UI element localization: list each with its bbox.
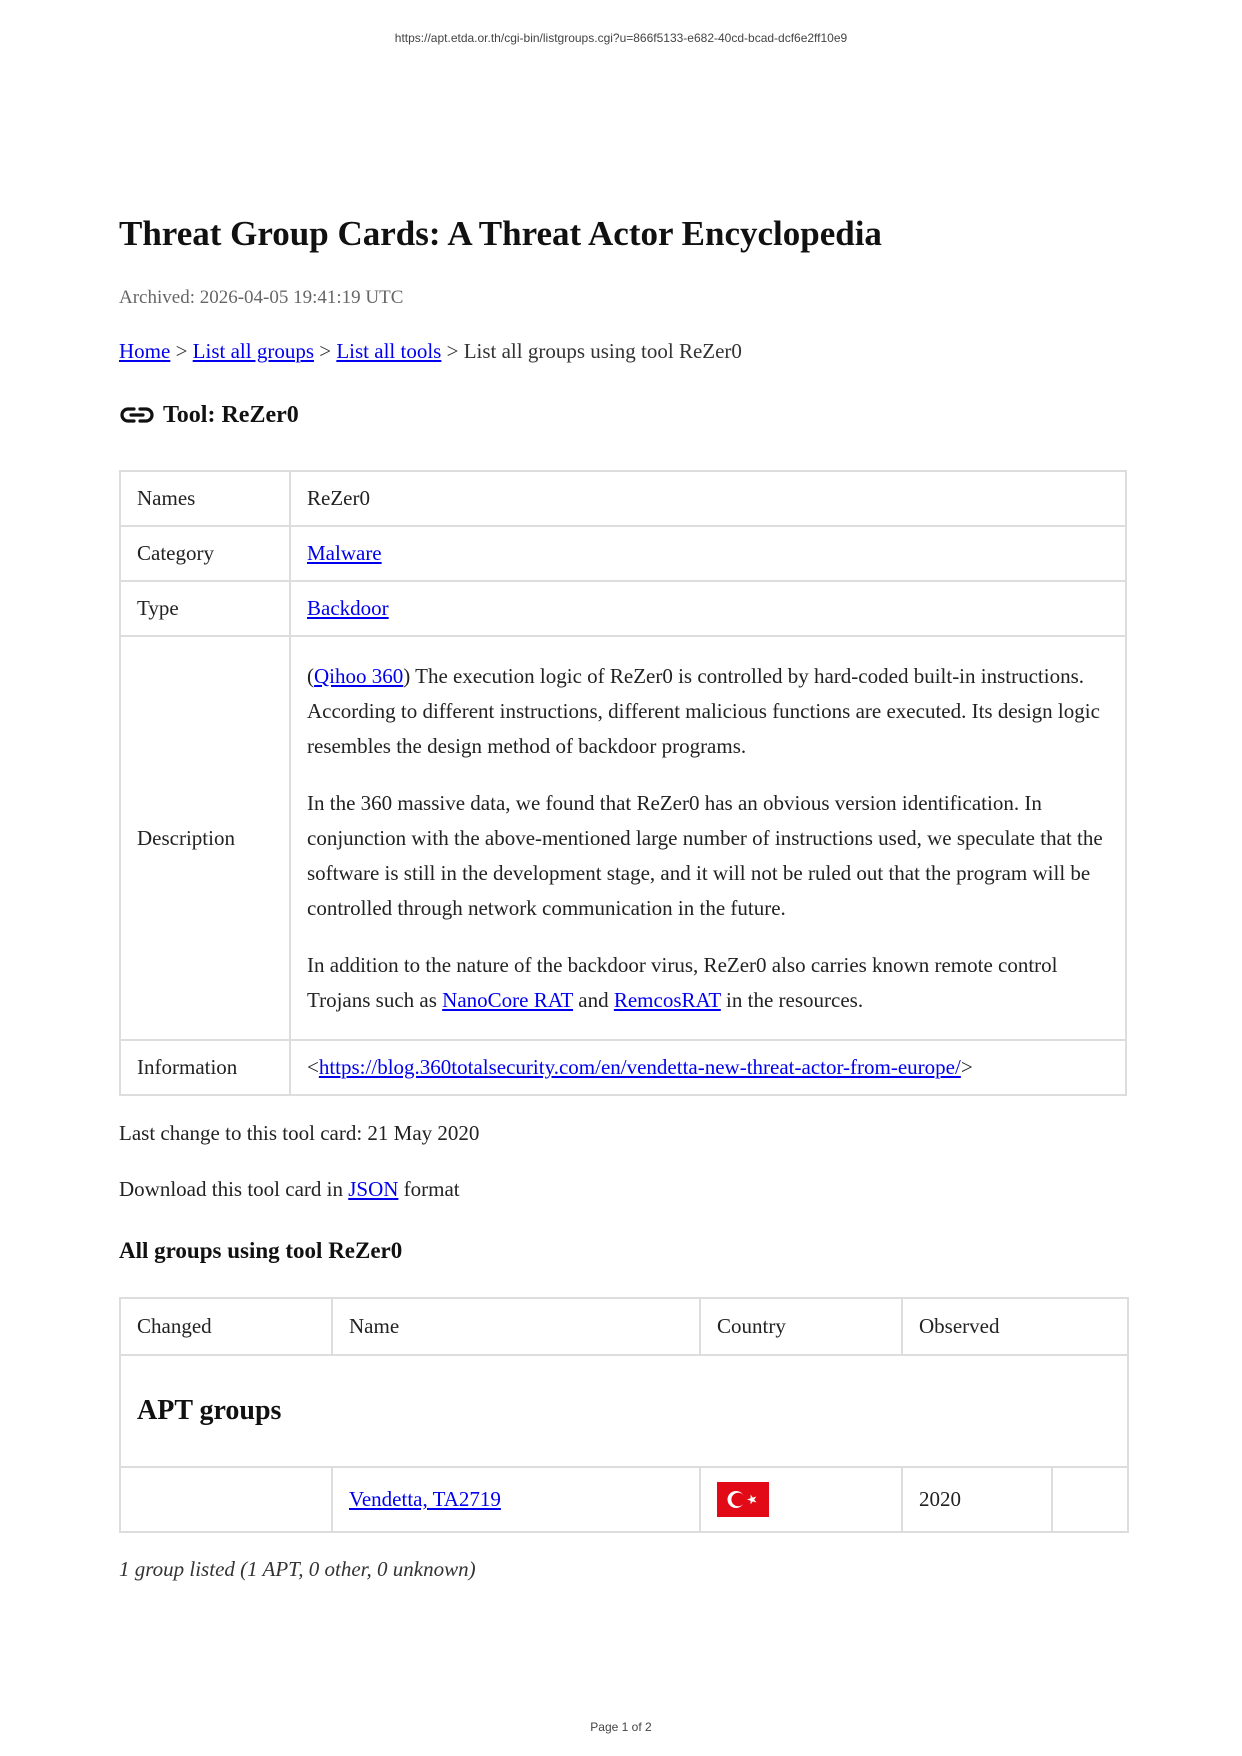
category-malware-link[interactable]: Malware: [307, 541, 382, 565]
paren-text: (: [307, 663, 314, 688]
angle-open: <: [307, 1055, 319, 1079]
tool-info-table: [119, 470, 1127, 1096]
description-text: In addition to the nature of the backdoor virus, ReZer0 also carries known remote control Trojans such as: [307, 952, 1058, 1012]
type-backdoor-link[interactable]: Backdoor: [307, 596, 389, 620]
page-url-header: https://apt.etda.or.th/cgi-bin/listgroups.cgi?u=866f5133-e682-40cd-bcad-dcf6e2ff10e9: [394, 31, 848, 45]
link-icon: [119, 403, 155, 427]
information-label: Information: [120, 1040, 290, 1095]
table-row: [120, 1040, 1126, 1095]
page-title: Threat Group Cards: A Threat Actor Encyclopedia: [119, 214, 882, 253]
download-line: [119, 1177, 460, 1202]
name-cell: [332, 1467, 700, 1532]
table-row: [120, 581, 1126, 636]
table-row: [120, 526, 1126, 581]
last-change-text: Last change to this tool card: 21 May 2020: [119, 1121, 480, 1145]
description-cell: [290, 636, 1126, 1040]
breadcrumb-separator: >: [446, 339, 459, 363]
group-vendetta-link[interactable]: Vendetta, TA2719: [349, 1487, 501, 1511]
description-paragraph: [307, 948, 1109, 1018]
information-link[interactable]: https://blog.360totalsecurity.com/en/vendetta-new-threat-actor-from-europe/: [318, 1055, 961, 1079]
qihoo-360-link[interactable]: Qihoo 360: [314, 663, 404, 688]
breadcrumb-current: List all groups using tool ReZer0: [463, 339, 742, 363]
download-suffix: format: [398, 1177, 460, 1201]
json-download-link[interactable]: JSON: [348, 1177, 399, 1201]
type-cell: [290, 581, 1126, 636]
groups-table: [119, 1297, 1129, 1533]
empty-cell: [1052, 1467, 1128, 1532]
breadcrumb-home-link[interactable]: Home: [119, 339, 171, 363]
country-cell: [700, 1467, 902, 1532]
description-label: Description: [120, 636, 290, 1040]
nanocore-rat-link[interactable]: NanoCore RAT: [442, 987, 574, 1012]
groups-summary: 1 group listed (1 APT, 0 other, 0 unknown): [119, 1557, 476, 1581]
groups-heading: All groups using tool ReZer0: [119, 1238, 403, 1263]
table-row: [120, 471, 1126, 526]
information-cell: [290, 1040, 1126, 1095]
turkey-flag-icon: [717, 1482, 769, 1517]
category-label: Category: [120, 526, 290, 581]
column-header-changed: Changed: [120, 1298, 332, 1355]
names-value: ReZer0: [290, 471, 1126, 526]
breadcrumb-list-tools-link[interactable]: List all tools: [336, 339, 442, 363]
table-row: [120, 1467, 1128, 1532]
type-label: Type: [120, 581, 290, 636]
breadcrumb-separator: >: [175, 339, 188, 363]
apt-groups-heading: APT groups: [137, 1395, 282, 1426]
description-text: ) The execution logic of ReZer0 is controlled by hard-coded built-in instructions. According to different instructions, different malicious functions are executed. Its design logic resembles the design method of backdoor programs.: [307, 663, 1100, 758]
breadcrumb-separator: >: [319, 339, 332, 363]
table-row: [120, 636, 1126, 1040]
names-label: Names: [120, 471, 290, 526]
remcosrat-link[interactable]: RemcosRAT: [613, 987, 721, 1012]
breadcrumb: [119, 339, 742, 364]
description-text: and: [573, 987, 614, 1012]
section-row: [120, 1355, 1128, 1467]
category-cell: [290, 526, 1126, 581]
tool-title: Tool: ReZer0: [163, 402, 299, 428]
changed-cell: [120, 1467, 332, 1532]
section-cell: [120, 1355, 1128, 1467]
angle-close: >: [960, 1055, 973, 1079]
description-paragraph: [307, 659, 1109, 764]
archived-timestamp: Archived: 2026-04-05 19:41:19 UTC: [119, 287, 404, 308]
table-header-row: [120, 1298, 1128, 1355]
download-prefix: Download this tool card in: [119, 1177, 349, 1201]
description-text: in the resources.: [720, 987, 864, 1012]
description-paragraph: In the 360 massive data, we found that ReZer0 has an obvious version identification. In conjunction with the above-mentioned large number of instructions used, we speculate that the software is still in the development stage, and it will not be ruled out that the program will be controlled through network communication in the future.: [307, 790, 1103, 920]
breadcrumb-list-groups-link[interactable]: List all groups: [192, 339, 314, 363]
tool-heading: [119, 403, 299, 427]
column-header-observed: Observed: [902, 1298, 1128, 1355]
observed-cell: 2020: [902, 1467, 1052, 1532]
page-number-footer: Page 1 of 2: [590, 1720, 652, 1734]
column-header-country: Country: [700, 1298, 902, 1355]
column-header-name: Name: [332, 1298, 700, 1355]
